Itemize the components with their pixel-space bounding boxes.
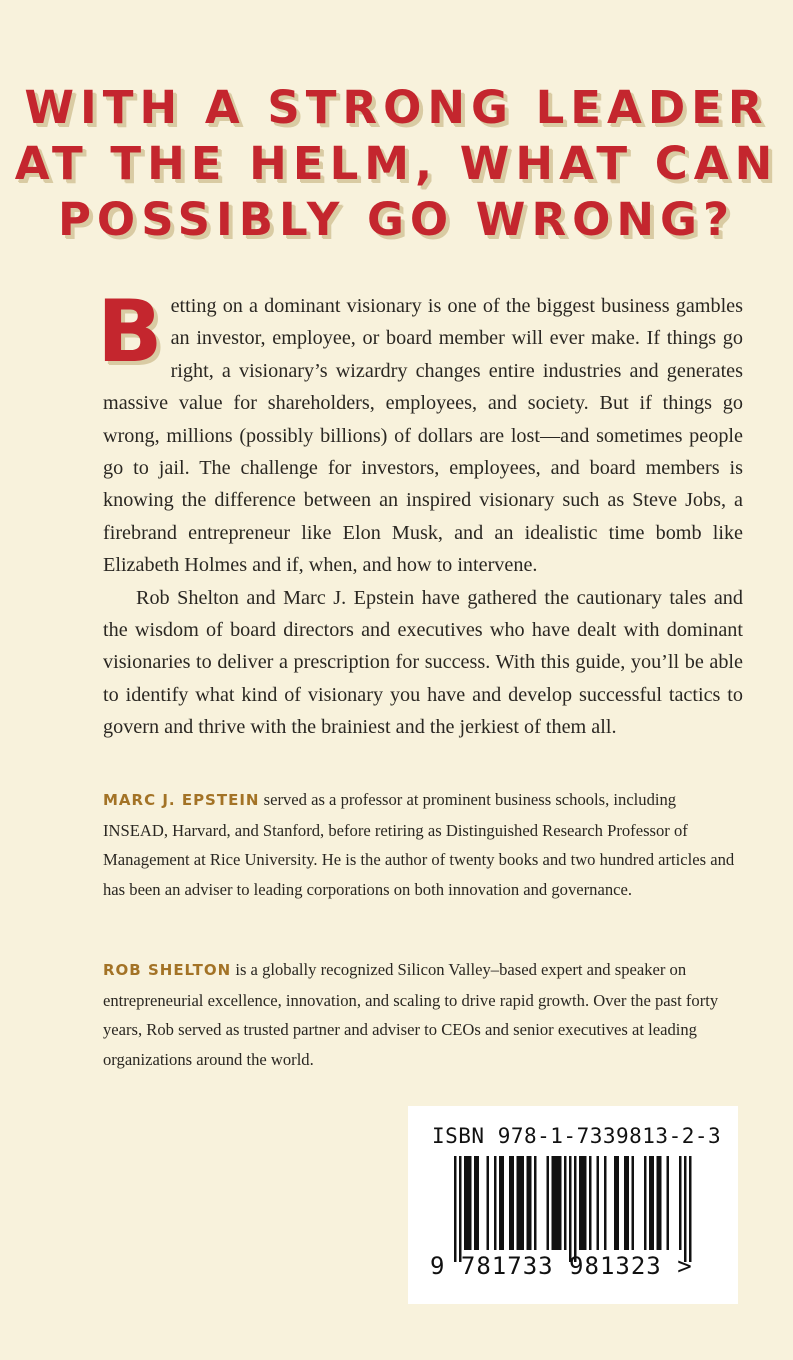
barcode-bar <box>552 1156 555 1250</box>
barcode-bar <box>512 1156 515 1250</box>
barcode-bar <box>519 1156 522 1250</box>
barcode-bar <box>527 1156 530 1250</box>
blurb <box>97 282 743 744</box>
barcode-bar <box>557 1156 560 1250</box>
barcode-bars <box>454 1156 692 1264</box>
barcode-bar <box>487 1156 490 1250</box>
barcode-bar <box>689 1156 692 1262</box>
blurb-paragraph-1 <box>97 282 743 582</box>
barcode-bar <box>464 1156 467 1250</box>
author-bio-text-epstein: served as a professor at prominent business schools, including INSEAD, Harvard, and Stanford, before retiring as Distinguished Research Professor of Management at Rice University. He is the author of twenty books and two hundred articles and has been an adviser to leading corporations on both innovation and governance. <box>103 790 735 899</box>
barcode-bar <box>522 1156 525 1250</box>
headline <box>0 80 793 248</box>
barcode-bar <box>494 1156 497 1250</box>
blurb-paragraph-2: Rob Shelton and Marc J. Epstein have gathered the cautionary tales and the wisdom of board directors and executives who have dealt with dominant visionaries to deliver a prescription for success. With this guide, you’ll be able to identify what kind of visionary you have and develop successful tactics to govern and thrive with the brainiest and the jerkiest of them all. <box>103 586 743 739</box>
barcode-bar <box>477 1156 480 1250</box>
barcode-bar <box>509 1156 512 1250</box>
barcode-bar <box>574 1156 577 1262</box>
author-bio-epstein <box>103 785 745 904</box>
author-name-epstein: MARC J. EPSTEIN <box>103 791 260 809</box>
barcode-bar <box>564 1156 567 1250</box>
barcode-bar <box>559 1156 562 1250</box>
blurb-paragraph-1-text: etting on a dominant visionary is one of the biggest business gambles an investor, employee, or board member will ever make. If things go right, a visionary’s wizardry changes entire industries and generates massive value for shareholders, employees, and society. But if things go wrong, millions (possibly billions) of dollars are lost—and sometimes people go to jail. The challenge for investors, employees, and board members is knowing the difference between an inspired visionary such as Steve Jobs, a firebrand entrepreneur like Elon Musk, and an idealistic time bomb like Elizabeth Holmes and if, when, and how to intervene. <box>103 295 743 577</box>
author-bio-shelton <box>103 955 745 1074</box>
barcode-bar <box>604 1156 607 1250</box>
barcode-bar <box>554 1156 557 1250</box>
barcode-bar <box>517 1156 520 1250</box>
barcode-bar <box>474 1156 477 1250</box>
barcode-bar <box>499 1156 502 1250</box>
barcode-bar <box>459 1156 462 1262</box>
barcode-bar <box>502 1156 505 1250</box>
barcode-bar <box>454 1156 457 1262</box>
barcode-bar <box>679 1156 682 1250</box>
headline-line-3: POSSIBLY GO WRONG? <box>57 193 736 246</box>
barcode-bar <box>597 1156 600 1250</box>
headline-line-1: WITH A STRONG LEADER <box>24 81 769 134</box>
barcode-bar <box>659 1156 662 1250</box>
barcode-bar <box>684 1156 687 1262</box>
headline-line-2: AT THE HELM, WHAT CAN <box>14 137 779 190</box>
barcode-bar <box>667 1156 670 1250</box>
barcode-bar <box>467 1156 470 1250</box>
barcode-bar <box>614 1156 617 1250</box>
barcode-bar <box>534 1156 537 1250</box>
barcode-digits: 9 781733 981323 > <box>430 1252 693 1280</box>
barcode-bar <box>469 1156 472 1250</box>
barcode-bar <box>569 1156 572 1262</box>
barcode-bar <box>627 1156 630 1250</box>
author-name-shelton: ROB SHELTON <box>103 961 232 979</box>
barcode-bar <box>644 1156 647 1250</box>
isbn-label: ISBN 978-1-7339813-2-3 <box>432 1124 722 1148</box>
author-bio-text-shelton: is a globally recognized Silicon Valley–based expert and speaker on entrepreneurial excellence, innovation, and scaling to drive rapid growth. Over the past forty years, Rob served as trusted partner and adviser to CEOs and senior executives at leading organizations around the world. <box>103 960 719 1069</box>
barcode-bar <box>529 1156 532 1250</box>
barcode-bar <box>652 1156 655 1250</box>
barcode-bar <box>632 1156 635 1250</box>
barcode-bar <box>589 1156 592 1250</box>
barcode-bar <box>584 1156 587 1250</box>
barcode-bar <box>579 1156 582 1250</box>
drop-cap: B <box>97 282 163 382</box>
barcode-bar <box>657 1156 660 1250</box>
barcode-bar <box>582 1156 585 1250</box>
barcode-box <box>408 1106 738 1304</box>
barcode-bar <box>617 1156 620 1250</box>
barcode-bar <box>649 1156 652 1250</box>
barcode-bar <box>624 1156 627 1250</box>
barcode-bar <box>547 1156 550 1250</box>
